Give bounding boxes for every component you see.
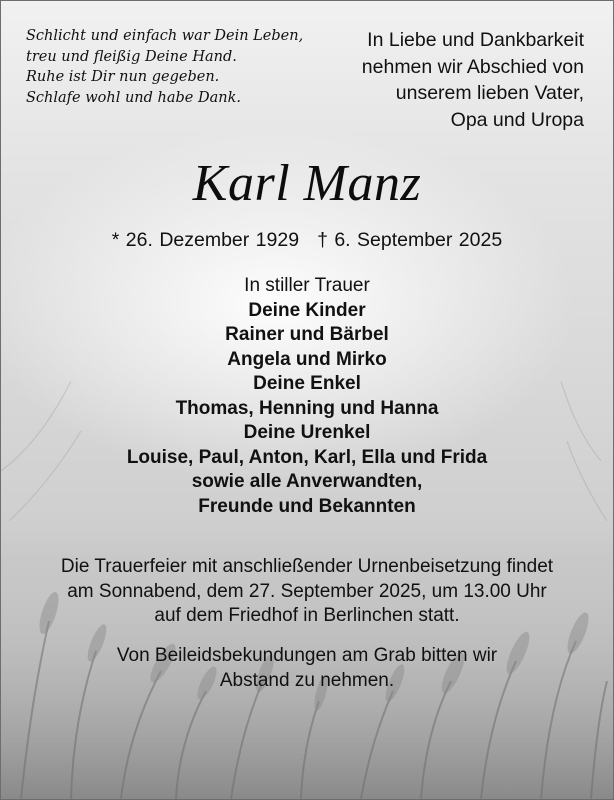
dedication-line: nehmen wir Abschied von — [361, 55, 584, 78]
verse-line: Ruhe ist Dir nun gegeben. — [26, 69, 220, 85]
request-line: Abstand zu nehmen. — [219, 669, 395, 691]
death-date: † 6. September 2025 — [317, 229, 503, 251]
mourner-line: sowie alle Anverwandten, — [191, 471, 423, 492]
dedication-line: Opa und Uropa — [450, 108, 584, 131]
mourners-intro: In stiller Trauer — [244, 275, 370, 296]
mourner-line: Freunde und Bekannten — [198, 495, 416, 517]
dedication-line: In Liebe und Dankbarkeit — [367, 29, 584, 51]
life-dates — [1, 227, 613, 253]
birth-date: * 26. Dezember 1929 — [111, 229, 300, 251]
verse-line: Schlicht und einfach war Dein Leben, — [26, 28, 304, 44]
service-line: Die Trauerfeier mit anschließender Urnenbeisetzung findet — [60, 556, 554, 577]
memorial-verse — [26, 26, 316, 108]
mourner-line: Rainer und Bärbel — [225, 324, 389, 345]
mourners-list — [1, 274, 613, 519]
service-line: am Sonnabend, dem 27. September 2025, um 13.00 Uhr — [67, 580, 547, 602]
mourner-line: Deine Urenkel — [243, 422, 371, 443]
mourner-line: Deine Enkel — [253, 373, 361, 394]
mourner-line: Louise, Paul, Anton, Karl, Ella und Frida — [126, 446, 488, 468]
condolence-request — [1, 644, 613, 693]
request-line: Von Beileidsbekundungen am Grab bitten wir — [116, 645, 498, 666]
verse-line: treu und fleißig Deine Hand. — [26, 48, 237, 65]
deceased-name: Karl Manz — [192, 155, 422, 212]
farewell-dedication — [294, 27, 584, 133]
dedication-line: unserem lieben Vater, — [395, 82, 584, 104]
funeral-service-info — [1, 555, 613, 629]
mourner-line: Deine Kinder — [248, 299, 366, 321]
mourner-line: Thomas, Henning und Hanna — [175, 397, 439, 419]
mourner-line: Angela und Mirko — [227, 348, 387, 370]
service-line: auf dem Friedhof in Berlinchen statt. — [154, 605, 460, 626]
verse-line: Schlafe wohl und habe Dank. — [26, 89, 241, 106]
